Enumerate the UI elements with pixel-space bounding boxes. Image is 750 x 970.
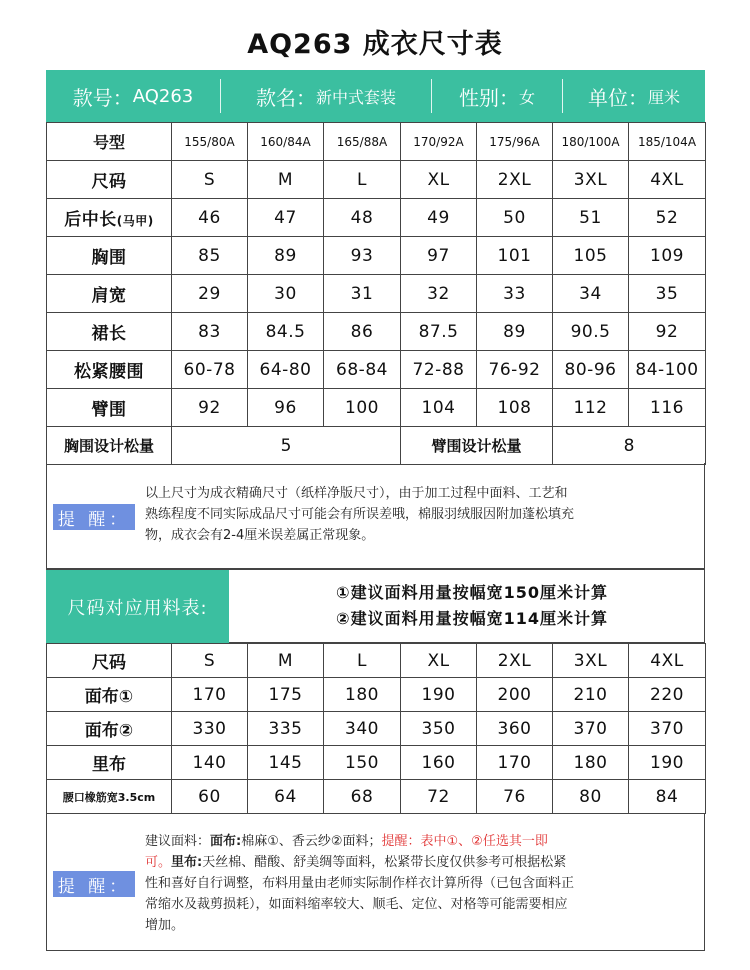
value-cell: 64 <box>248 780 324 814</box>
value-cell: 76-92 <box>477 351 553 389</box>
model-cell: 155/80A <box>172 123 248 161</box>
value-cell: 335 <box>248 712 324 746</box>
measurement-row <box>47 237 706 275</box>
row-label: 尺码 <box>47 644 172 678</box>
value-cell: 360 <box>477 712 553 746</box>
model-cell: 165/88A <box>324 123 401 161</box>
value-cell: 47 <box>248 199 324 237</box>
size-cell: 4XL <box>629 644 706 678</box>
value-cell: 60 <box>172 780 248 814</box>
value-cell: 170 <box>477 746 553 780</box>
value-cell: 150 <box>324 746 401 780</box>
value-cell: 108 <box>477 389 553 427</box>
note-segment: 面布: <box>210 834 242 849</box>
note-line <box>145 831 574 852</box>
fabric-width-note-1: ①建议面料用量按幅宽150厘米计算 <box>336 583 608 602</box>
note-line <box>145 852 574 873</box>
size-cell: 2XL <box>477 161 553 199</box>
value-cell: 86 <box>324 313 401 351</box>
unit-value: 厘米 <box>647 87 680 107</box>
note-line: 物，成衣会有2-4厘米误差属正常现象。 <box>145 528 375 543</box>
value-cell: 46 <box>172 199 248 237</box>
value-cell: 93 <box>324 237 401 275</box>
measurement-row <box>47 199 706 237</box>
note-segment: 天丝棉、醋酸、舒美绸等面料，松紧带长度仅供参考可根据松紧 <box>202 855 567 870</box>
size-cell: L <box>324 161 401 199</box>
page-title: AQ263 成衣尺寸表 <box>247 29 503 60</box>
style-number-value: AQ263 <box>132 85 194 107</box>
arm-ease-label: 臂围设计松量 <box>401 427 553 465</box>
value-cell: 112 <box>553 389 629 427</box>
chest-ease-value: 5 <box>172 427 401 465</box>
usage-row <box>47 746 706 780</box>
gender-cell <box>432 70 562 122</box>
size-cell: XL <box>401 161 477 199</box>
value-cell: 180 <box>553 746 629 780</box>
value-cell: 109 <box>629 237 706 275</box>
value-cell: 84.5 <box>248 313 324 351</box>
note-line: 性和喜好自行调整，布料用量由老师实际制作样衣计算所得（已包含面料正 <box>145 876 575 891</box>
row-label: 尺码 <box>47 161 172 199</box>
value-cell: 68 <box>324 780 401 814</box>
note-line: 熟练程度不同实际成品尺寸可能会有所误差哦，棉服羽绒服因附加蓬松填充 <box>145 507 575 522</box>
value-cell: 145 <box>248 746 324 780</box>
value-cell: 68-84 <box>324 351 401 389</box>
value-cell: 105 <box>553 237 629 275</box>
size-cell: S <box>172 644 248 678</box>
value-cell: 220 <box>629 678 706 712</box>
size-cell: 3XL <box>553 161 629 199</box>
row-label: 面布② <box>47 712 172 746</box>
style-name-cell <box>221 70 431 122</box>
row-label: 臂围 <box>47 389 172 427</box>
reminder-badge: 提 醒： <box>53 504 135 530</box>
note-warning: 可。 <box>145 855 172 870</box>
value-cell: 33 <box>477 275 553 313</box>
value-cell: 49 <box>401 199 477 237</box>
row-label-text: 后中长 <box>64 210 117 230</box>
value-cell: 350 <box>401 712 477 746</box>
model-row <box>47 123 706 161</box>
value-cell: 330 <box>172 712 248 746</box>
usage-row <box>47 780 706 814</box>
value-cell: 160 <box>401 746 477 780</box>
value-cell: 30 <box>248 275 324 313</box>
value-cell: 180 <box>324 678 401 712</box>
value-cell: 80-96 <box>553 351 629 389</box>
value-cell: 200 <box>477 678 553 712</box>
size-row <box>47 644 706 678</box>
value-cell: 97 <box>401 237 477 275</box>
reminder-badge: 提 醒： <box>53 871 135 897</box>
value-cell: 84 <box>629 780 706 814</box>
value-cell: 190 <box>629 746 706 780</box>
note-line: 常缩水及裁剪损耗），如面料缩率较大、顺毛、定位、对格等可能需要相应 <box>145 897 568 912</box>
value-cell: 101 <box>477 237 553 275</box>
row-label <box>47 199 172 237</box>
value-cell: 50 <box>477 199 553 237</box>
value-cell: 170 <box>172 678 248 712</box>
model-cell: 160/84A <box>248 123 324 161</box>
value-cell: 85 <box>172 237 248 275</box>
value-cell: 116 <box>629 389 706 427</box>
row-label: 里布 <box>47 746 172 780</box>
value-cell: 83 <box>172 313 248 351</box>
value-cell: 370 <box>553 712 629 746</box>
value-cell: 92 <box>629 313 706 351</box>
row-label: 号型 <box>47 123 172 161</box>
fabric-width-notes <box>257 580 687 632</box>
size-note-text <box>145 483 574 546</box>
fabric-usage-label: 尺码对应用料表: <box>46 570 229 643</box>
note-segment: 棉麻①、香云纱②面料； <box>241 834 382 849</box>
style-number-label: 款号： <box>72 85 133 110</box>
measurement-row <box>47 313 706 351</box>
ease-row <box>47 427 706 465</box>
model-cell: 180/100A <box>553 123 629 161</box>
size-row <box>47 161 706 199</box>
row-label: 肩宽 <box>47 275 172 313</box>
measurement-row <box>47 275 706 313</box>
value-cell: 34 <box>553 275 629 313</box>
value-cell: 31 <box>324 275 401 313</box>
value-cell: 51 <box>553 199 629 237</box>
note-segment: 里布: <box>171 855 203 870</box>
fabric-usage-header <box>46 569 705 643</box>
value-cell: 100 <box>324 389 401 427</box>
value-cell: 140 <box>172 746 248 780</box>
value-cell: 104 <box>401 389 477 427</box>
unit-label: 单位： <box>587 85 648 110</box>
size-cell: M <box>248 161 324 199</box>
usage-row <box>47 712 706 746</box>
value-cell: 89 <box>477 313 553 351</box>
value-cell: 32 <box>401 275 477 313</box>
arm-ease-value: 8 <box>553 427 706 465</box>
value-cell: 60-78 <box>172 351 248 389</box>
measurement-row <box>47 389 706 427</box>
size-cell: M <box>248 644 324 678</box>
unit-cell <box>563 70 705 122</box>
fabric-note-text <box>145 831 574 936</box>
value-cell: 87.5 <box>401 313 477 351</box>
value-cell: 29 <box>172 275 248 313</box>
note-line: 增加。 <box>145 918 185 933</box>
size-cell: 2XL <box>477 644 553 678</box>
fabric-width-note-2: ②建议面料用量按幅宽114厘米计算 <box>336 609 608 628</box>
size-cell: L <box>324 644 401 678</box>
value-cell: 190 <box>401 678 477 712</box>
size-cell: 4XL <box>629 161 706 199</box>
row-label: 面布① <box>47 678 172 712</box>
size-note-box <box>46 463 705 569</box>
size-cell: 3XL <box>553 644 629 678</box>
note-warning: 提醒：表中①、②任选其一即 <box>381 834 548 849</box>
value-cell: 210 <box>553 678 629 712</box>
value-cell: 96 <box>248 389 324 427</box>
size-cell: XL <box>401 644 477 678</box>
row-label: 松紧腰围 <box>47 351 172 389</box>
measurement-row <box>47 351 706 389</box>
model-cell: 175/96A <box>477 123 553 161</box>
product-info-bar <box>46 70 705 122</box>
value-cell: 89 <box>248 237 324 275</box>
note-line: 以上尺寸为成衣精确尺寸（纸样净版尺寸），由于加工过程中面料、工艺和 <box>145 486 568 501</box>
value-cell: 175 <box>248 678 324 712</box>
usage-row <box>47 678 706 712</box>
row-label: 腰口橡筋宽3.5cm <box>47 780 172 814</box>
row-label: 裙长 <box>47 313 172 351</box>
note-segment: 建议面料： <box>145 834 211 849</box>
row-label-sub: (马甲) <box>116 214 154 228</box>
style-name-label: 款名： <box>255 85 316 110</box>
model-cell: 170/92A <box>401 123 477 161</box>
value-cell: 72 <box>401 780 477 814</box>
fabric-usage-table <box>46 643 706 814</box>
gender-value: 女 <box>518 87 535 107</box>
value-cell: 35 <box>629 275 706 313</box>
gender-label: 性别： <box>458 85 519 110</box>
size-chart-table <box>46 122 706 465</box>
value-cell: 76 <box>477 780 553 814</box>
value-cell: 72-88 <box>401 351 477 389</box>
value-cell: 90.5 <box>553 313 629 351</box>
value-cell: 340 <box>324 712 401 746</box>
value-cell: 370 <box>629 712 706 746</box>
value-cell: 48 <box>324 199 401 237</box>
row-label: 胸围 <box>47 237 172 275</box>
size-cell: S <box>172 161 248 199</box>
value-cell: 92 <box>172 389 248 427</box>
style-number-cell <box>46 70 220 122</box>
value-cell: 84-100 <box>629 351 706 389</box>
value-cell: 52 <box>629 199 706 237</box>
model-cell: 185/104A <box>629 123 706 161</box>
chest-ease-label: 胸围设计松量 <box>47 427 172 465</box>
style-name-value: 新中式套装 <box>315 87 396 107</box>
value-cell: 80 <box>553 780 629 814</box>
fabric-note-box <box>46 813 705 951</box>
value-cell: 64-80 <box>248 351 324 389</box>
